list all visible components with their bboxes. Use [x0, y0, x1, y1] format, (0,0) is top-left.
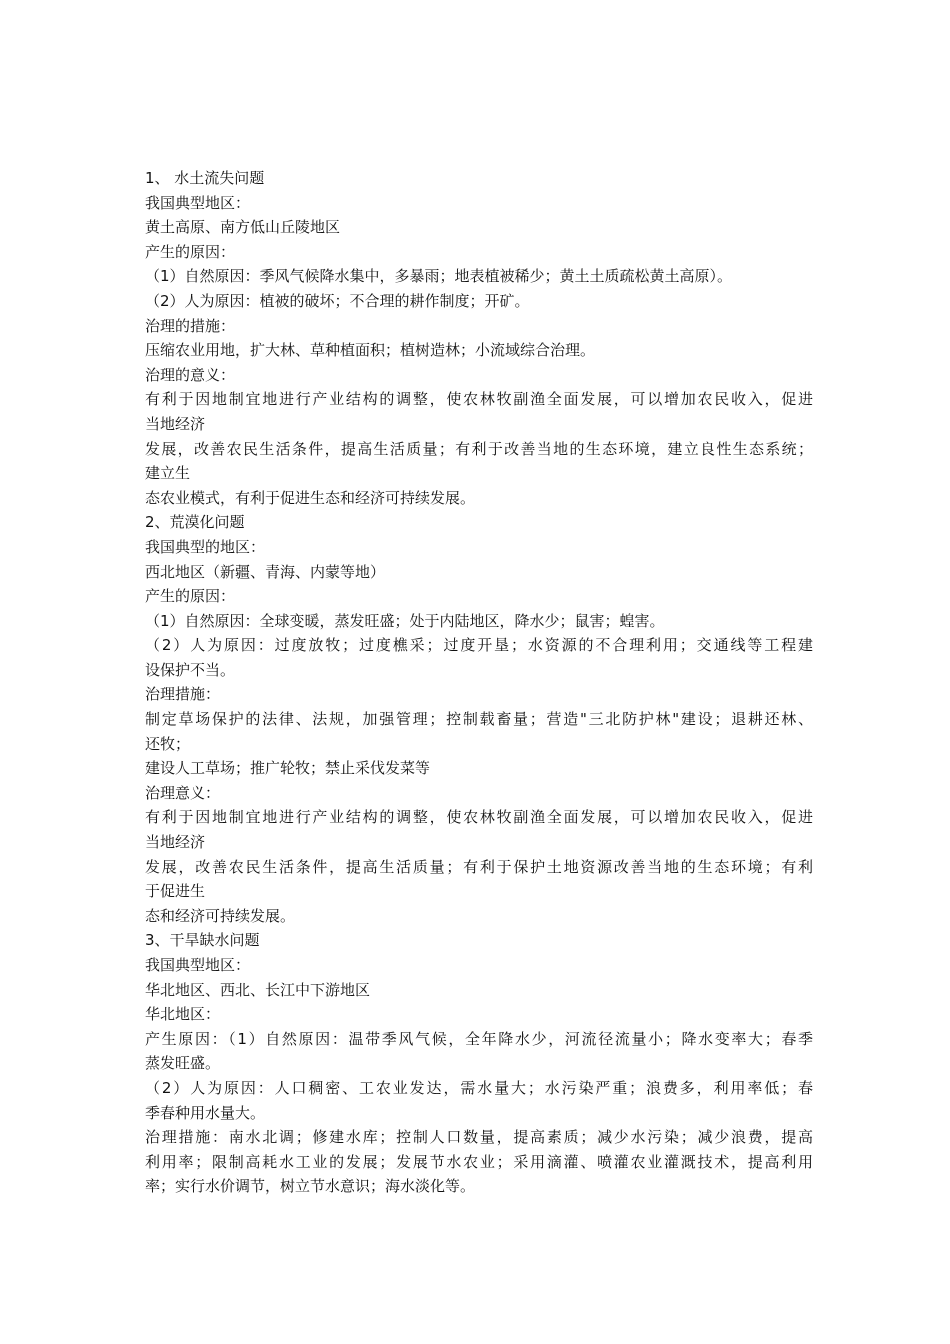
text-line: 产生的原因： [145, 587, 236, 606]
text-line: 治理措施： [145, 685, 221, 704]
text-line: 我国典型的地区： [145, 537, 266, 556]
document-body [145, 166, 813, 1199]
text-line: （1）自然原因：全球变暖，蒸发旺盛；处于内陆地区，降水少；鼠害；蝗害。 [145, 611, 665, 630]
text-line: 制定草场保护的法律、法规，加强管理；控制载畜量；营造"三北防护林"建设；退耕还林、 [145, 710, 813, 729]
text-line: 治理意义： [145, 783, 221, 802]
text-line: 态和经济可持续发展。 [145, 906, 296, 925]
text-line: 设保护不当。 [145, 660, 236, 679]
text-line: 发展，改善农民生活条件，提高生活质量；有利于改善当地的生态环境，建立良性生态系统； [145, 439, 813, 458]
text-line: 当地经济 [145, 414, 206, 433]
text-line: （2）人为原因：过度放牧；过度樵采；过度开垦；水资源的不合理利用；交通线等工程建 [145, 636, 813, 655]
section-heading-water-shortage: 3、干旱缺水问题 [145, 931, 260, 950]
text-line: 产生原因：（1）自然原因：温带季风气候，全年降水少，河流径流量小；降水变率大；春季 [145, 1029, 813, 1048]
text-line: 华北地区、西北、长江中下游地区 [145, 980, 371, 999]
text-line: 治理措施：南水北调；修建水库；控制人口数量，提高素质；减少水污染；减少浪费，提高 [145, 1128, 813, 1147]
text-line: 发展，改善农民生活条件，提高生活质量；有利于保护土地资源改善当地的生态环境；有利 [145, 857, 813, 876]
section-heading-desertification: 2、荒漠化问题 [145, 513, 245, 532]
text-line: （1）自然原因：季风气候降水集中，多暴雨；地表植被稀少；黄土土质疏松黄土高原）。 [145, 267, 733, 286]
text-line: 季春种用水量大。 [145, 1103, 266, 1122]
text-line: 建设人工草场；推广轮牧；禁止采伐发菜等 [145, 759, 431, 778]
section-heading-soil-erosion: 1、 水土流失问题 [145, 169, 265, 187]
text-line: 压缩农业用地，扩大林、草种植面积；植树造林；小流域综合治理。 [145, 341, 596, 360]
text-line: （2）人为原因：植被的破坏；不合理的耕作制度；开矿。 [145, 291, 530, 310]
text-line: 我国典型地区： [145, 956, 251, 974]
text-line: 黄土高原、南方低山丘陵地区 [145, 218, 341, 237]
text-line: 华北地区： [145, 1005, 221, 1024]
text-line: 有利于因地制宜地进行产业结构的调整，使农林牧副渔全面发展，可以增加农民收入，促进 [145, 808, 813, 827]
text-line: 于促进生 [145, 882, 206, 901]
text-line: 我国典型地区： [145, 193, 251, 212]
text-line: 态农业模式，有利于促进生态和经济可持续发展。 [145, 488, 476, 507]
text-line: 蒸发旺盛。 [145, 1054, 221, 1073]
text-line: 当地经济 [145, 833, 206, 852]
text-line: 产生的原因： [145, 242, 236, 261]
text-line: 率；实行水价调节，树立节水意识；海水淡化等。 [145, 1177, 476, 1196]
text-line: 利用率；限制高耗水工业的发展；发展节水农业；采用滴灌、喷灌农业灌溉技术，提高利用 [145, 1152, 813, 1171]
text-line: 建立生 [145, 464, 191, 483]
text-line: 有利于因地制宜地进行产业结构的调整，使农林牧副渔全面发展，可以增加农民收入，促进 [145, 390, 813, 409]
text-line: （2）人为原因：人口稠密、工农业发达，需水量大；水污染严重；浪费多，利用率低；春 [145, 1078, 813, 1097]
text-line: 还牧； [145, 734, 191, 753]
text-line: 西北地区（新疆、青海、内蒙等地） [145, 562, 386, 581]
text-line: 治理的措施： [145, 316, 236, 335]
text-line: 治理的意义： [145, 365, 236, 384]
